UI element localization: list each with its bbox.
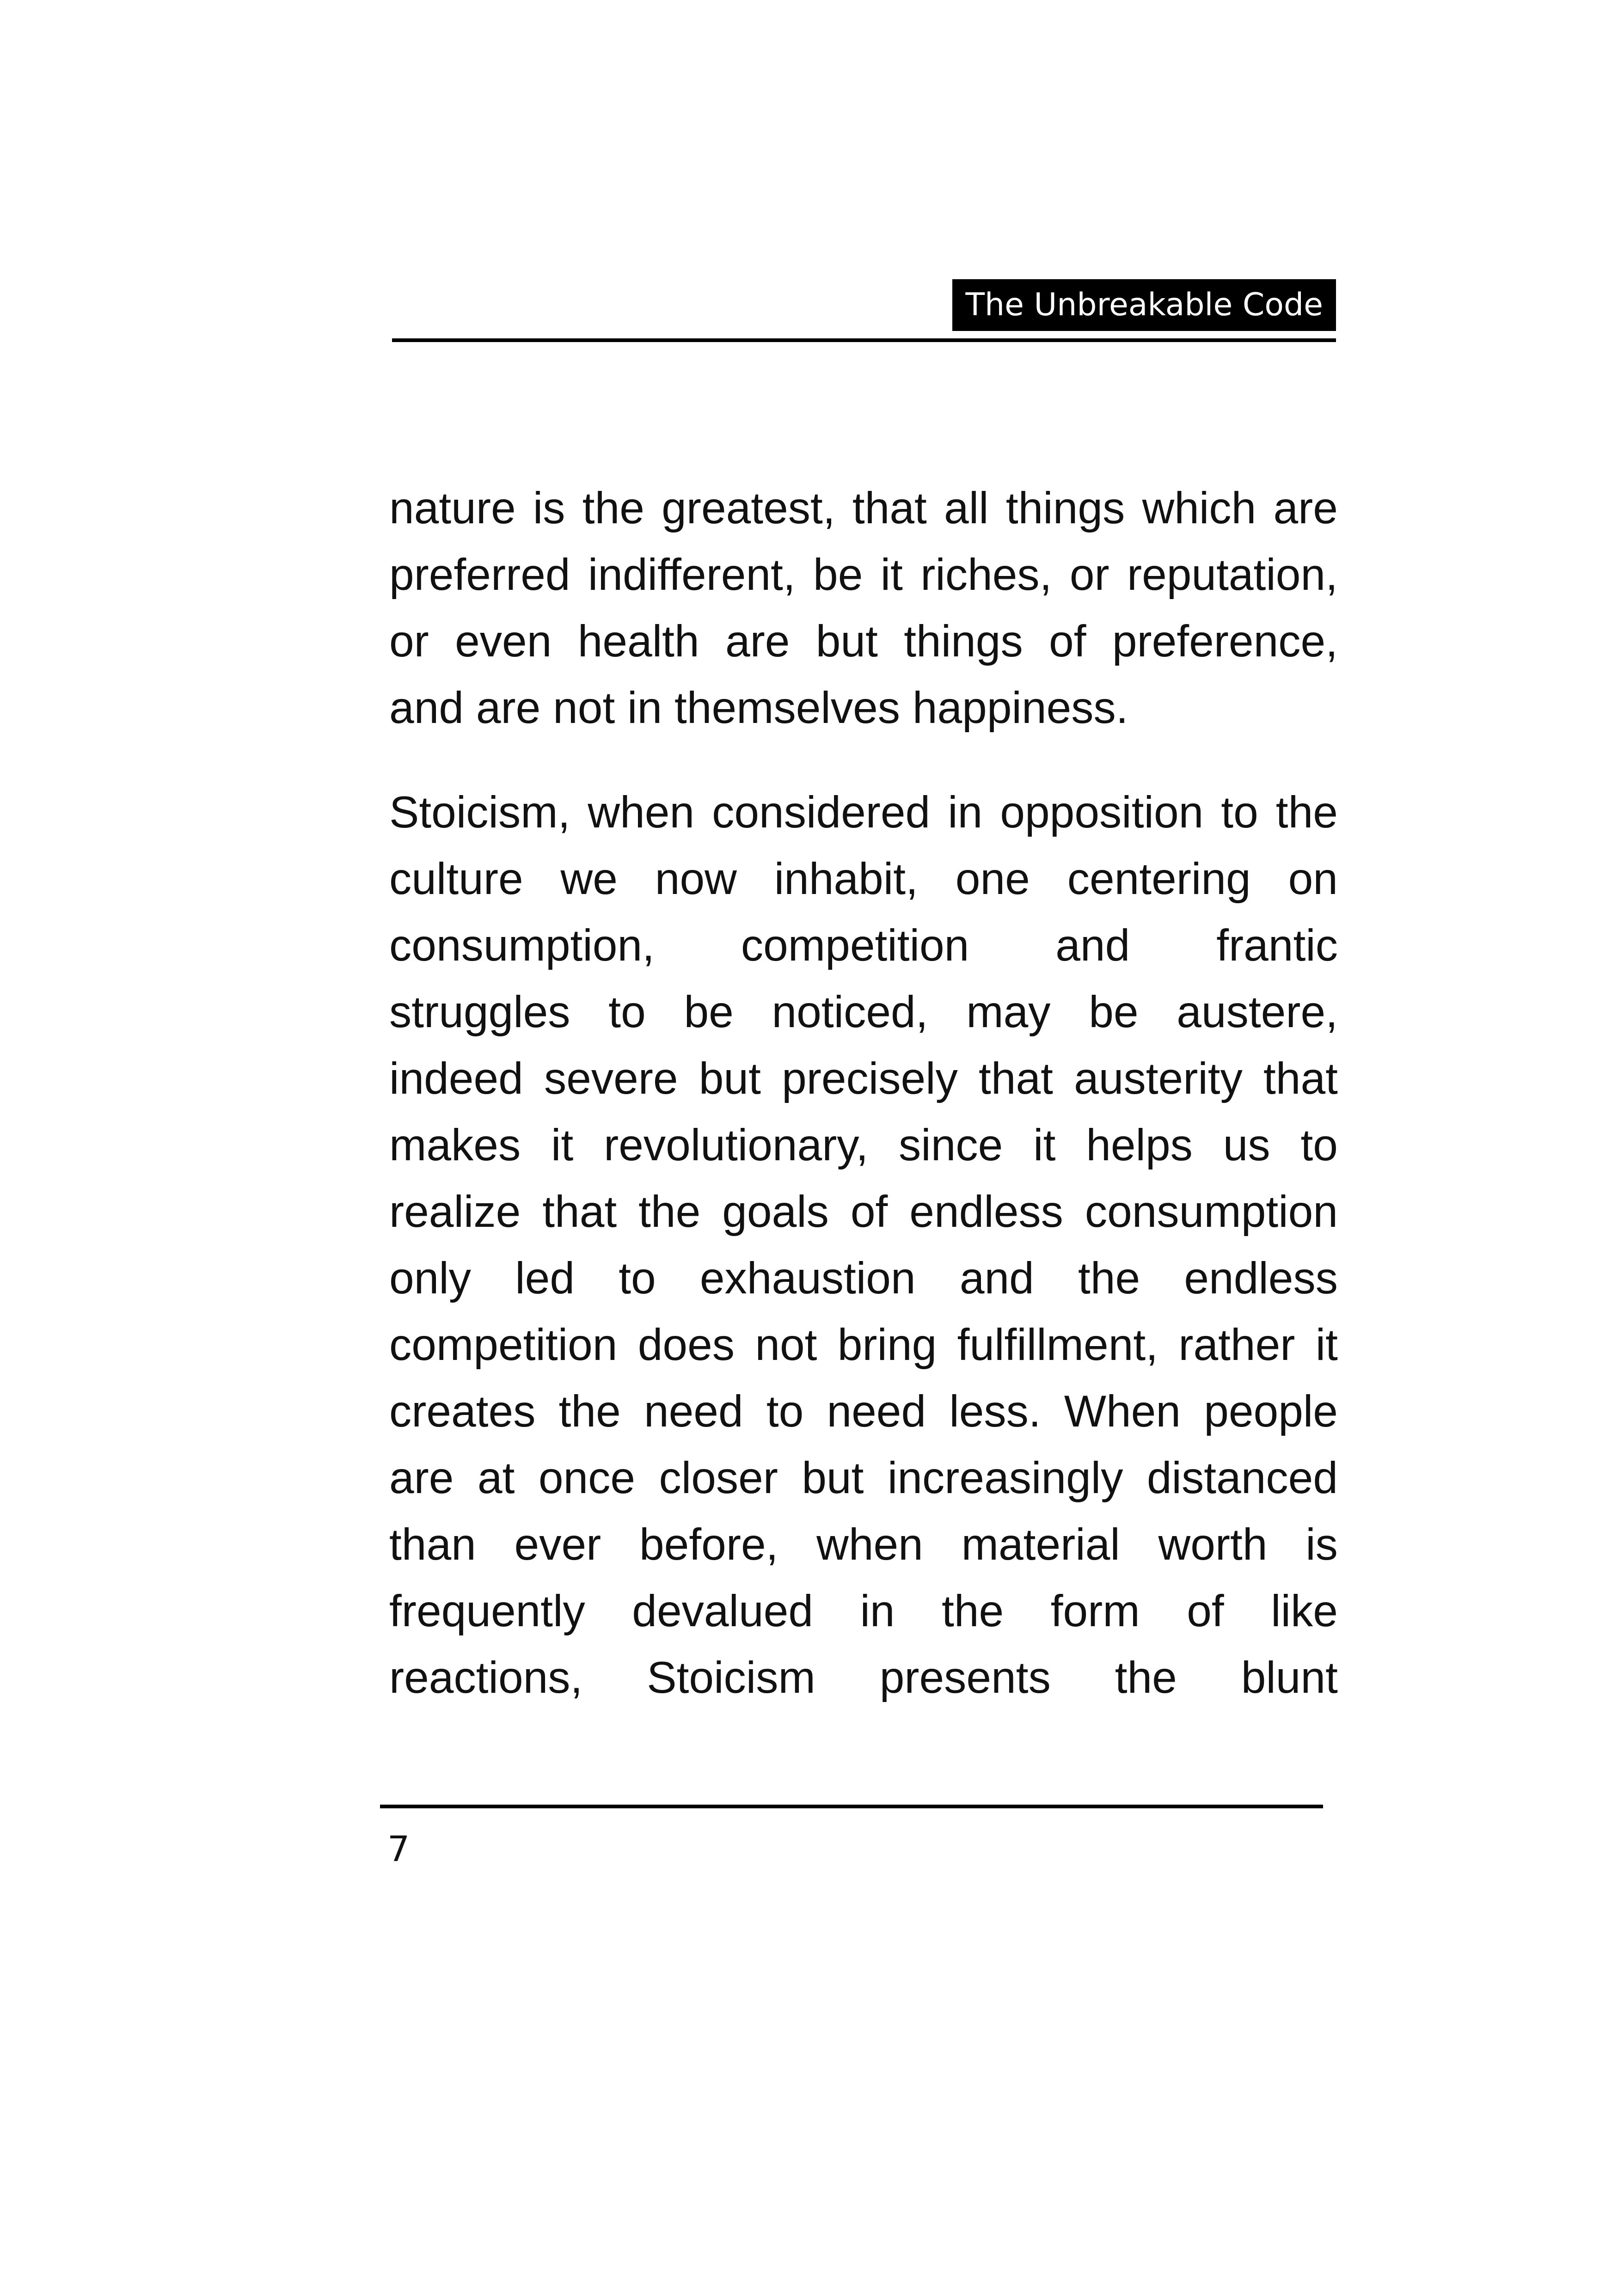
body-word: us: [1223, 1120, 1270, 1170]
header-divider: [392, 338, 1336, 342]
body-word: things: [904, 617, 1023, 666]
body-line: [389, 1512, 1338, 1578]
body-word: realize: [389, 1187, 521, 1237]
body-word: or: [1069, 550, 1109, 600]
body-word: greatest,: [662, 484, 835, 533]
body-word: bring: [837, 1320, 937, 1370]
body-word: devalued: [632, 1586, 813, 1636]
body-word: all: [944, 484, 989, 533]
body-word: worth: [1158, 1520, 1268, 1569]
running-header-title: The Unbreakable Code: [952, 279, 1336, 331]
body-word: it: [880, 550, 903, 600]
body-word: creates: [389, 1387, 536, 1436]
body-word: since: [899, 1120, 1003, 1170]
body-word: culture: [389, 854, 523, 904]
body-word: competition: [389, 1320, 618, 1370]
body-word: rather: [1178, 1320, 1295, 1370]
body-line: [389, 542, 1338, 608]
body-word: we: [560, 854, 618, 904]
body-word: people: [1204, 1387, 1338, 1436]
body-word: frantic: [1216, 921, 1338, 970]
page-number: 7: [387, 1828, 410, 1869]
body-word: presents: [879, 1653, 1051, 1702]
body-line: [389, 1179, 1338, 1245]
body-word: of: [1049, 617, 1086, 666]
body-word: of: [1187, 1586, 1224, 1636]
body-line: [389, 779, 1338, 846]
body-word: the: [942, 1586, 1004, 1636]
body-word: austerity: [1074, 1054, 1243, 1103]
body-word: and: [959, 1254, 1034, 1303]
body-word: preference,: [1112, 617, 1338, 666]
body-word: but: [699, 1054, 761, 1103]
body-word: is: [1305, 1520, 1338, 1569]
body-word: one: [955, 854, 1030, 904]
body-line: [389, 1046, 1338, 1112]
body-word: preferred: [389, 550, 570, 600]
body-word: to: [608, 987, 646, 1037]
paragraph-1: [389, 475, 1338, 741]
body-word: but: [802, 1453, 864, 1503]
body-word: fulfillment,: [957, 1320, 1158, 1370]
body-line: [389, 1112, 1338, 1179]
body-word: the: [1275, 788, 1338, 837]
body-line: [389, 1645, 1338, 1711]
body-word: is: [533, 484, 565, 533]
body-word: helps: [1086, 1120, 1193, 1170]
body-word: be: [813, 550, 863, 600]
body-word: now: [655, 854, 737, 904]
body-word: be: [1089, 987, 1139, 1037]
body-word: reactions,: [389, 1653, 583, 1702]
body-word: centering: [1067, 854, 1251, 904]
body-word: it: [551, 1120, 574, 1170]
body-word: even: [455, 617, 552, 666]
body-word: the: [1078, 1254, 1140, 1303]
body-word: which: [1142, 484, 1256, 533]
body-word: form: [1050, 1586, 1140, 1636]
body-word: not: [755, 1320, 817, 1370]
body-word: that: [979, 1054, 1053, 1103]
body-word: to: [1221, 788, 1258, 837]
body-text: [389, 475, 1338, 1711]
body-word: considered: [712, 788, 931, 837]
body-word: the: [1115, 1653, 1177, 1702]
body-word: in: [860, 1586, 895, 1636]
body-word: When: [1064, 1387, 1181, 1436]
body-word: need: [644, 1387, 743, 1436]
body-word: to: [619, 1254, 656, 1303]
body-word: the: [638, 1187, 701, 1237]
body-word: nature: [389, 484, 516, 533]
body-word: struggles: [389, 987, 570, 1037]
body-word: opposition: [1000, 788, 1204, 837]
body-word: be: [684, 987, 734, 1037]
body-word: need: [827, 1387, 926, 1436]
body-word: increasingly: [887, 1453, 1123, 1503]
paragraph-2: [389, 779, 1338, 1711]
body-word: does: [637, 1320, 735, 1370]
body-word: endless: [909, 1187, 1063, 1237]
body-line: [389, 1378, 1338, 1445]
body-word: to: [1300, 1120, 1338, 1170]
body-word: led: [515, 1254, 575, 1303]
body-word: in: [948, 788, 983, 837]
body-word: that: [852, 484, 927, 533]
body-word: are: [389, 1453, 454, 1503]
body-word: and: [1055, 921, 1130, 970]
body-word: indeed: [389, 1054, 523, 1103]
body-word: the: [558, 1387, 621, 1436]
body-word: closer: [659, 1453, 778, 1503]
body-word: riches,: [920, 550, 1052, 600]
body-word: austere,: [1177, 987, 1338, 1037]
body-word: or: [389, 617, 429, 666]
body-word: competition: [741, 921, 969, 970]
body-word: Stoicism,: [389, 788, 570, 837]
body-word: before,: [639, 1520, 778, 1569]
body-word: indifferent,: [588, 550, 796, 600]
body-word: than: [389, 1520, 476, 1569]
footer-divider: [380, 1805, 1323, 1808]
body-word: are: [1273, 484, 1338, 533]
body-line: [389, 979, 1338, 1046]
body-word: frequently: [389, 1586, 585, 1636]
body-line: [389, 1312, 1338, 1378]
body-word: consumption,: [389, 921, 655, 970]
body-word: noticed,: [772, 987, 928, 1037]
body-word: that: [542, 1187, 617, 1237]
body-word: goals: [722, 1187, 829, 1237]
body-word: makes: [389, 1120, 521, 1170]
body-word: consumption: [1085, 1187, 1338, 1237]
body-word: but: [815, 617, 878, 666]
body-line: [389, 1445, 1338, 1512]
body-word: the: [582, 484, 644, 533]
body-word: like: [1271, 1586, 1338, 1636]
body-word: to: [766, 1387, 804, 1436]
body-word: inhabit,: [774, 854, 918, 904]
body-word: at: [477, 1453, 515, 1503]
body-word: exhaustion: [699, 1254, 916, 1303]
body-word: only: [389, 1254, 472, 1303]
body-word: health: [577, 617, 699, 666]
body-word: when: [588, 788, 695, 837]
body-line: [389, 475, 1338, 542]
body-line: [389, 912, 1338, 979]
body-word: things: [1005, 484, 1125, 533]
body-line: [389, 846, 1338, 912]
body-word: distanced: [1146, 1453, 1338, 1503]
body-word: of: [850, 1187, 888, 1237]
body-word: ever: [514, 1520, 601, 1569]
body-word: blunt: [1241, 1653, 1338, 1702]
body-word: may: [966, 987, 1051, 1037]
body-word: Stoicism: [647, 1653, 815, 1702]
body-word: severe: [544, 1054, 678, 1103]
body-line: [389, 1578, 1338, 1645]
body-word: revolutionary,: [604, 1120, 869, 1170]
body-line: [389, 1245, 1338, 1312]
body-word: endless: [1184, 1254, 1338, 1303]
body-line: [389, 608, 1338, 675]
body-word: that: [1263, 1054, 1338, 1103]
body-word: it: [1315, 1320, 1338, 1370]
body-word: are: [725, 617, 790, 666]
body-word: material: [961, 1520, 1120, 1569]
body-word: reputation,: [1127, 550, 1338, 600]
body-word: on: [1288, 854, 1338, 904]
body-word: once: [538, 1453, 636, 1503]
body-line: and are not in themselves happiness.: [389, 683, 1128, 733]
body-word: less.: [949, 1387, 1041, 1436]
body-word: when: [816, 1520, 923, 1569]
body-word: precisely: [782, 1054, 958, 1103]
body-word: it: [1033, 1120, 1056, 1170]
